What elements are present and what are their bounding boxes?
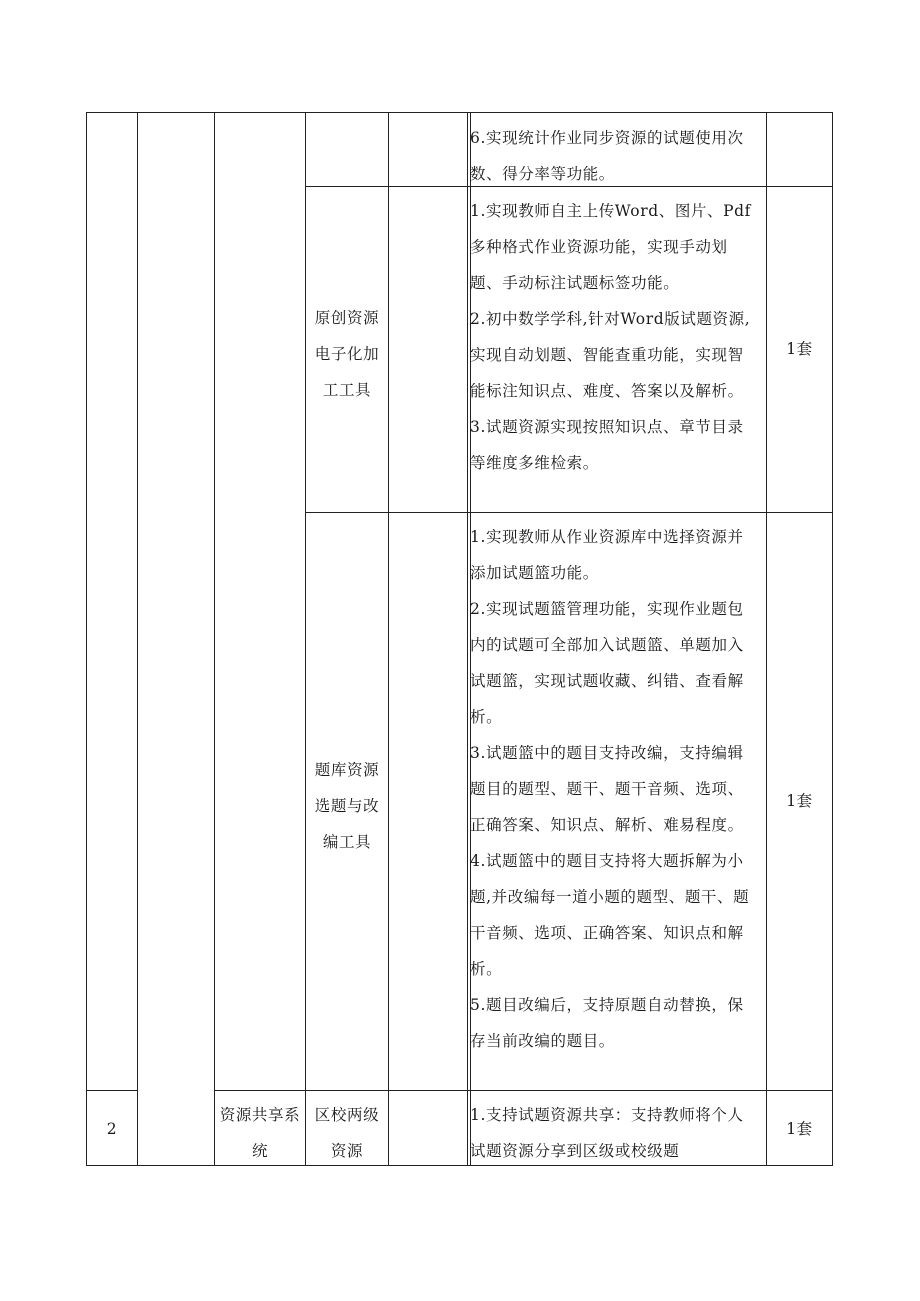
description-line: 析。 — [470, 960, 503, 978]
description-cell — [470, 120, 766, 192]
item-name-line: 电子化加 — [314, 345, 380, 363]
item-name-cell — [306, 300, 388, 408]
row-divider — [86, 1090, 138, 1091]
table-border-top — [86, 112, 833, 113]
item-name-line: 题库资源 — [314, 761, 380, 779]
quantity-value: 1套 — [786, 1120, 813, 1138]
description-line: 1.支持试题资源共享：支持教师将个人 — [470, 1106, 744, 1124]
description-line: 题、手动标注试题标签功能。 — [470, 274, 680, 292]
system-name-line: 资源共享系 — [219, 1106, 301, 1124]
system-name-line: 统 — [251, 1142, 269, 1160]
description-line: 等维度多维检索。 — [470, 454, 599, 472]
description-line: 干音频、选项、正确答案、知识点和解 — [470, 924, 744, 942]
description-line: 正确答案、知识点、解析、难易程度。 — [470, 816, 744, 834]
item-name-cell — [306, 752, 388, 860]
quantity-value: 1套 — [786, 792, 813, 810]
description-line: 题目的题型、题干、题干音频、选项、 — [470, 780, 744, 798]
description-line: 3.试题篮中的题目支持改编，支持编辑 — [470, 744, 744, 762]
description-line: 析。 — [470, 708, 503, 726]
item-name-line: 编工具 — [322, 833, 372, 851]
column-divider — [305, 112, 306, 1166]
description-cell — [470, 1097, 766, 1169]
description-line: 6.实现统计作业同步资源的试题使用次 — [470, 129, 744, 147]
item-name-line: 区校两级 — [314, 1106, 380, 1124]
description-line: 多种格式作业资源功能，实现手动划 — [470, 238, 728, 256]
column-divider — [214, 112, 215, 1166]
description-line: 题,并改编每一道小题的题型、题干、题 — [470, 888, 750, 906]
column-divider — [766, 112, 767, 1166]
item-name-line: 原创资源 — [314, 309, 380, 327]
item-name-cell — [306, 1097, 388, 1169]
description-line: 实现自动划题、智能查重功能，实现智 — [470, 346, 744, 364]
description-line: 添加试题篮功能。 — [470, 564, 599, 582]
item-name-line: 资源 — [330, 1142, 364, 1160]
column-divider — [137, 112, 138, 1166]
description-line: 3.试题资源实现按照知识点、章节目录 — [470, 418, 744, 436]
description-line: 内的试题可全部加入试题篮、单题加入 — [470, 636, 744, 654]
description-line: 2.初中数学学科,针对Word版试题资源, — [470, 310, 751, 328]
description-line: 5.题目改编后，支持原题自动替换，保 — [470, 996, 744, 1014]
sequence-cell — [87, 1111, 137, 1147]
description-line: 试题资源分享到区级或校级题 — [470, 1142, 680, 1160]
column-divider — [467, 112, 468, 1166]
description-line: 2.实现试题篮管理功能，实现作业题包 — [470, 600, 744, 618]
description-line: 1.实现教师从作业资源库中选择资源并 — [470, 528, 744, 546]
row-divider — [214, 1090, 833, 1091]
description-line: 能标注知识点、难度、答案以及解析。 — [470, 382, 744, 400]
item-name-line: 选题与改 — [314, 797, 380, 815]
description-cell — [470, 519, 766, 1059]
quantity-cell — [767, 783, 832, 819]
description-line: 存当前改编的题目。 — [470, 1032, 615, 1050]
table-border-left — [86, 112, 87, 1166]
description-line: 1.实现教师自主上传Word、图片、Pdf — [470, 202, 752, 220]
description-cell — [470, 193, 766, 481]
row-divider — [305, 512, 833, 513]
quantity-cell — [767, 331, 832, 367]
column-divider — [388, 112, 389, 1166]
description-line: 4.试题篮中的题目支持将大题拆解为小 — [470, 852, 744, 870]
table-border-right — [832, 112, 833, 1166]
quantity-value: 1套 — [786, 340, 813, 358]
sequence-number: 2 — [106, 1120, 118, 1138]
description-line: 试题篮，实现试题收藏、纠错、查看解 — [470, 672, 744, 690]
quantity-cell — [767, 1111, 832, 1147]
system-name-cell — [215, 1097, 305, 1169]
description-line: 数、得分率等功能。 — [470, 165, 615, 183]
item-name-line: 工工具 — [322, 381, 372, 399]
